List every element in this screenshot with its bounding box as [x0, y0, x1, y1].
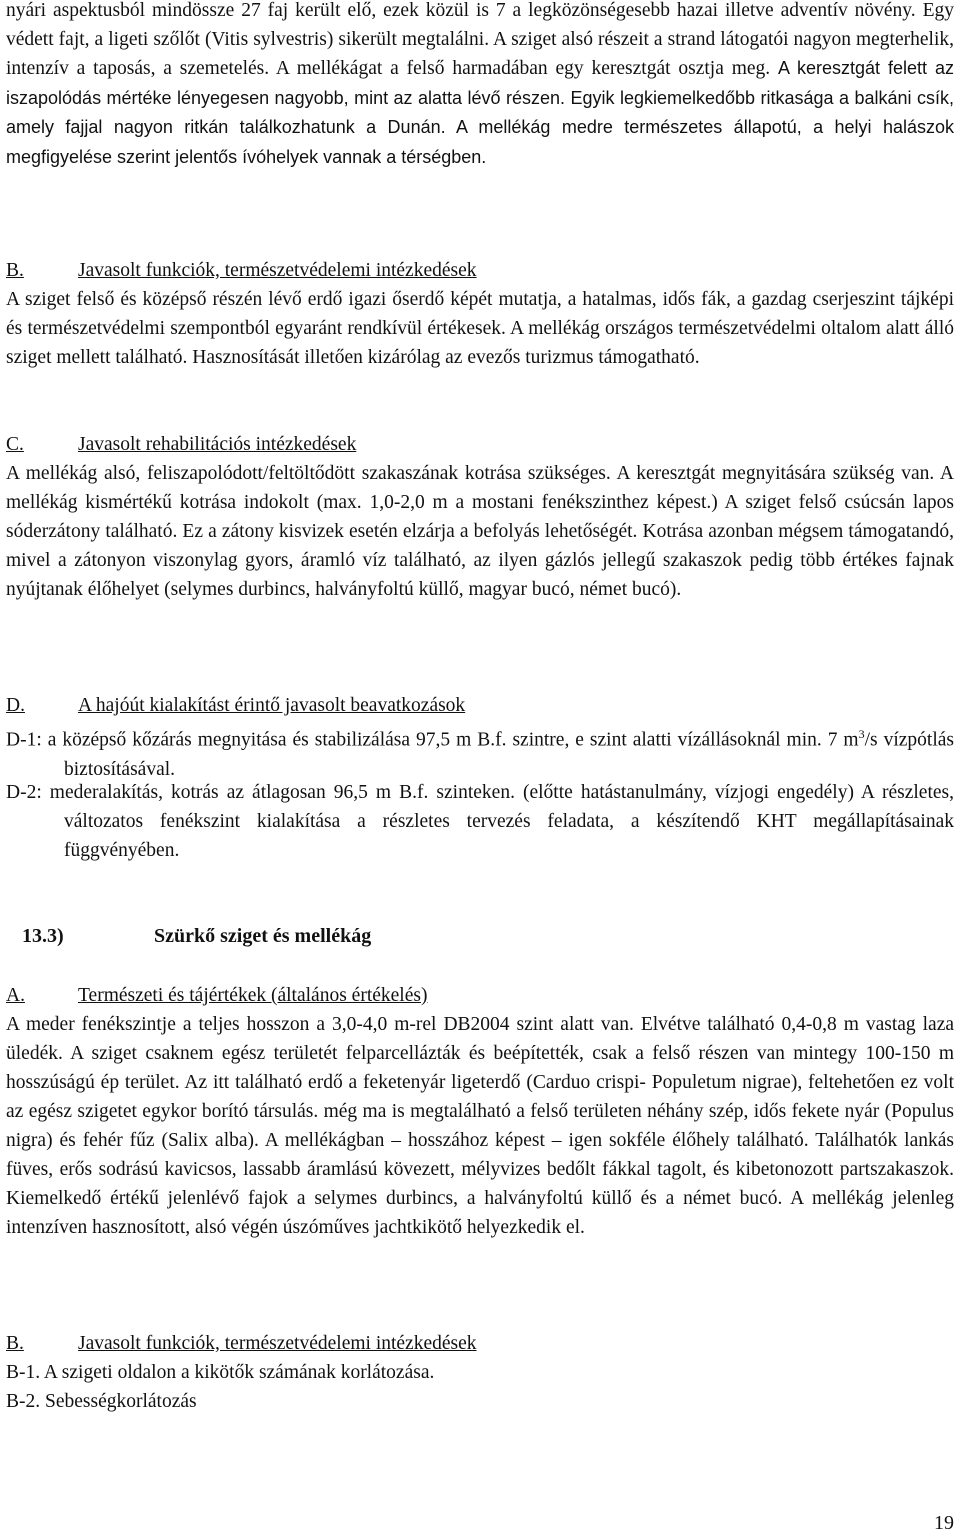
- paragraph-b-functions: A sziget felső és középső részén lévő erdő igazi őserdő képét mutatja, a hatalmas, idős fák, a gazdag cserjeszint tájképi és természetvédelmi szempontból egyaránt rendkívül értékesek. A mellékág országos természetvédelmi oltalom alatt álló sziget mellett található. Hasznosítását illetően kizárólag az evezős turizmus támogatható.: [6, 289, 954, 368]
- heading-title: Természeti és tájértékek (általános értékelés): [78, 985, 428, 1006]
- d1-text: D-1: a középső kőzárás megnyitása és stabilizálása 97,5 m B.f. szintre, e szint alatti vízállásoknál min. 7 m: [6, 729, 859, 751]
- page-number: 19: [934, 1512, 954, 1534]
- section-number: 13.3): [22, 925, 64, 947]
- heading-c-rehabilitation: [6, 430, 356, 459]
- item-b1: B-1. A szigeti oldalon a kikötők számának korlátozása.: [6, 1362, 435, 1383]
- heading-letter: A.: [6, 985, 25, 1006]
- heading-letter: D.: [6, 695, 25, 716]
- heading-title: Javasolt funkciók, természetvédelemi intézkedések: [78, 1333, 477, 1354]
- section-title-13-3: [22, 925, 371, 948]
- intro-serif-text: nyári aspektusból mindössze 27 faj került elő, ezek közül is 7 a legközönségesebb hazai illetve adventív növény. Egy védett fajt, a ligeti szőlőt (Vitis sylvestris) sikerült megtalálni. A sziget alsó részeit a strand látogatói nagyon megterhelik, intenzív a taposás, a szemetelés. A mellékágat a felső harmadában egy keresztgát osztja meg.: [6, 0, 954, 79]
- intro-sans-text: A keresztgát felett az iszapolódás mértéke lényegesen nagyobb, mint az alatta lévő részen. Egyik legkiemelkedőbb ritkasága a balkáni csík, amely fajjal nagyon ritkán találkozhatunk a Dunán. A mellékág medre természetes állapotú, a helyi halászok megfigyelése szerint jelentős ívóhelyek vannak a térségben.: [6, 58, 955, 167]
- item-d1: [6, 720, 954, 784]
- section-name: Szürkő sziget és mellékág: [154, 925, 372, 947]
- d1-superscript: 3: [858, 727, 865, 741]
- heading-title: A hajóút kialakítást érintő javasolt beavatkozások: [78, 695, 466, 716]
- heading-title: Javasolt rehabilitációs intézkedések: [78, 434, 357, 455]
- d1-tail: /s vízpótlás biztosításával.: [64, 729, 954, 780]
- paragraph-c-rehabilitation: A mellékág alsó, feliszapolódott/feltöltődött szakaszának kotrása szükséges. A keresztgát megnyitására szükség van. A mellékág kismértékű kotrása indokolt (max. 1,0-2,0 m a mostani fenékszinthez képest.) A sziget felső csúcsán lapos sóderzátony található. Ez a zátony kisvizek esetén elzárja a befolyás lehetőségét. Kotrása azonban mégsem támogatandó, mivel a zátonyon viszonylag gyors, áramló víz található, az ilyen gázlós jellegű szakaszok pedig több értékes fajnak nyújtanak élőhelyet (selymes durbincs, halványfoltú küllő, magyar bucó, német bucó).: [6, 463, 954, 600]
- heading-letter: B.: [6, 260, 24, 281]
- heading-b-functions-2: [6, 1329, 477, 1358]
- heading-letter: C.: [6, 434, 24, 455]
- paragraph-a-natural-values: A meder fenékszintje a teljes hosszon a 3,0-4,0 m-rel DB2004 szint alatt van. Elvétve található 0,4-0,8 m vastag laza üledék. A sziget csaknem egész területét felparcellázták és beépítették, csak a felső részen van mintegy 100-150 m hosszúságú ép terület. Az itt található erdő a feketenyár ligeterdő (Carduo crispi- Populetum nigrae), feltehetően ez volt az egész szigetet egykor borító társulás. még ma is megtalálható a felső területen néhány szép, idős fekete nyár (Populus nigra) és fehér fűz (Salix alba). A mellékágban – hosszához képest – igen sokféle élőhely található. Találhatók lankás füves, erős sodrású kavicsos, lassabb áramlású kövezett, mélyvizes bedőlt fákkal tagolt, és kibetonozott partszakaszok. Kiemelkedő értékű jelenlévő fajok a selymes durbincs, a halványfoltú küllő és a német bucó. A mellékág jelenleg intenzíven hasznosított, alsó végén úszóműves jachtkikötő helyezkedik el.: [6, 1014, 954, 1238]
- heading-b-functions: [6, 256, 477, 285]
- heading-a-natural-values: [6, 981, 427, 1010]
- heading-d-shipping: [6, 691, 465, 720]
- item-b2: B-2. Sebességkorlátozás: [6, 1391, 197, 1412]
- item-d2: D-2: mederalakítás, kotrás az átlagosan 96,5 m B.f. szinteken. (előtte hatástanulmány, vízjogi engedély) A részletes, változatos fenékszint kialakítása a részletes tervezés feladata, a készítendő KHT megállapításainak függvényében.: [6, 782, 954, 861]
- paragraph-intro: [6, 0, 954, 172]
- heading-letter: B.: [6, 1333, 24, 1354]
- heading-title: Javasolt funkciók, természetvédelemi intézkedések: [78, 260, 477, 281]
